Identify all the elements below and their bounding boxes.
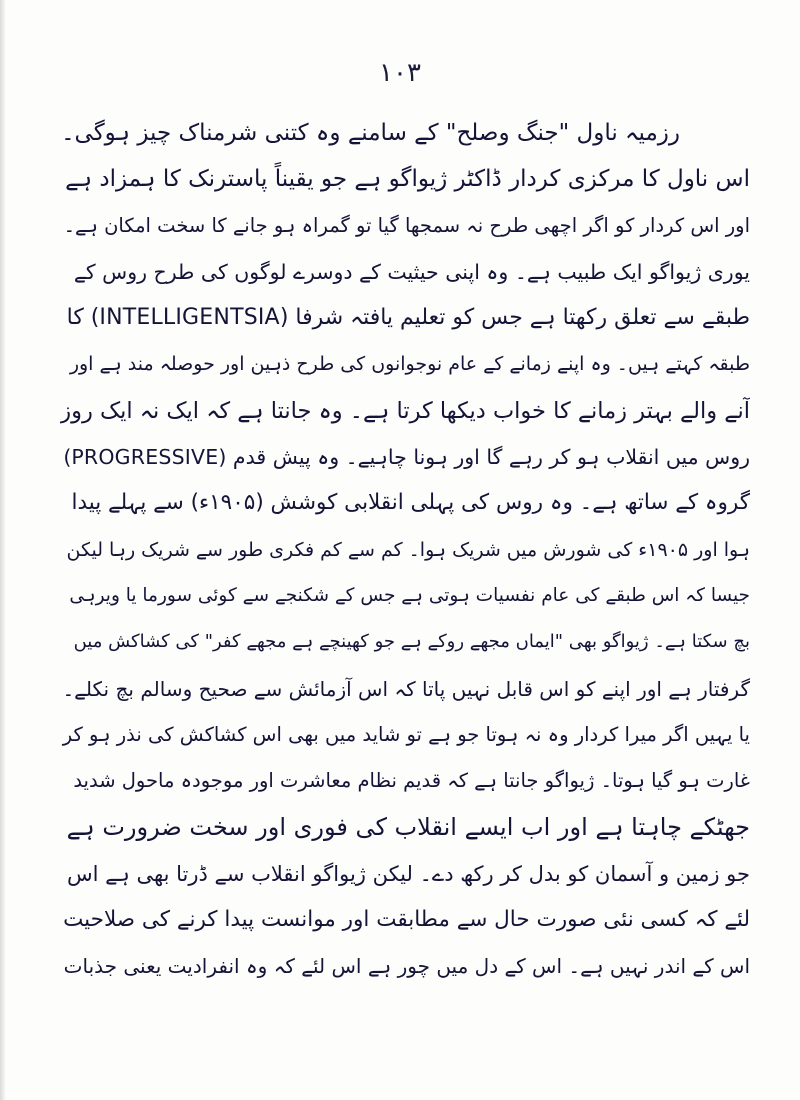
text-line: یا یہیں اگر میرا کردار وہ نہ ہوتا جو ہے تو شاید میں بھی اس کشاکش کی نذر ہو کر xyxy=(62,722,750,746)
text-line: طبقہ کہتے ہیں۔ وہ اپنے زمانے کے عام نوجوانوں کی طرح ذہین اور حوصلہ مند ہے اور xyxy=(69,353,750,376)
text-line: رزمیہ ناول "جنگ وصلح" کے سامنے وہ کتنی شرمناک چیز ہوگی۔ xyxy=(61,120,680,146)
text-line: گروہ کے ساتھ ہے۔ وہ روس کی پہلی انقلابی کوشش (۱۹۰۵ء) سے پہلے پیدا xyxy=(71,490,750,516)
page-number: ۱۰۳ xyxy=(379,58,421,88)
text-line: یوری ژیواگو ایک طبیب ہے۔ وہ اپنی حیثیت کے دوسرے لوگوں کی طرح روس کے xyxy=(73,259,750,284)
text-line: اس ناول کا مرکزی کردار ڈاکٹر ژیواگو ہے جو یقیناً پاسترنک کا ہمزاد ہے xyxy=(65,166,750,193)
text-line: جیسا کہ اس طبقے کی عام نفسیات ہوتی ہے جس کے شکنجے سے کوئی سورما یا ویرہی xyxy=(69,584,750,606)
text-line: آنے والے بہتر زمانے کا خواب دیکھا کرتا ہے۔ وہ جانتا ہے کہ ایک نہ ایک روز xyxy=(60,397,750,424)
text-line: گرفتار ہے اور اپنے کو اس قابل نہیں پاتا کہ اس آزمائش سے صحیح وسالم بچ نکلے۔ xyxy=(62,676,750,701)
text-line: جو زمین و آسمان کو بدل کر رکھ دے۔ لیکن ژیواگو انقلاب سے ڈرتا بھی ہے اس xyxy=(67,861,750,886)
text-line: روس میں انقلاب ہو کر رہے گا اور ہونا چاہیے۔ وہ پیش قدم (PROGRESSIVE) xyxy=(63,445,750,470)
text-line: طبقے سے تعلق رکھتا ہے جس کو تعلیم یافتہ شرفا (INTELLIGENTSIA) کا xyxy=(66,305,750,331)
handwritten-text-block xyxy=(60,110,750,990)
text-line: لئے کہ کسی نئی صورت حال سے مطابقت اور موانست پیدا کرنے کی صلاحیت xyxy=(63,907,750,933)
text-line: ہوا اور ۱۹۰۵ء کی شورش میں شریک ہوا۔ کم سے کم فکری طور سے شریک رہا لیکن xyxy=(66,538,750,561)
text-line: جھٹکے چاہتا ہے اور اب ایسے انقلاب کی فوری اور سخت ضرورت ہے xyxy=(66,813,750,842)
binding-shadow xyxy=(0,0,6,1100)
text-line: اس کے اندر نہیں ہے۔ اس کے دل میں چور ہے اس لئے کہ وہ انفرادیت یعنی جذبات xyxy=(63,954,750,979)
text-line: بچ سکتا ہے۔ ژیواگو بھی "ایماں مجھے روکے ہے جو کھینچے ہے مجھے کفر" کی کشاکش میں xyxy=(73,631,750,653)
text-line: اور اس کردار کو اگر اچھی طرح نہ سمجھا گیا تو گمراہ ہو جانے کا سخت امکان ہے۔ xyxy=(63,213,750,237)
text-line: غارت ہو گیا ہوتا۔ ژیواگو جانتا ہے کہ قدیم نظام معاشرت اور موجودہ ماحول شدید xyxy=(73,769,750,793)
